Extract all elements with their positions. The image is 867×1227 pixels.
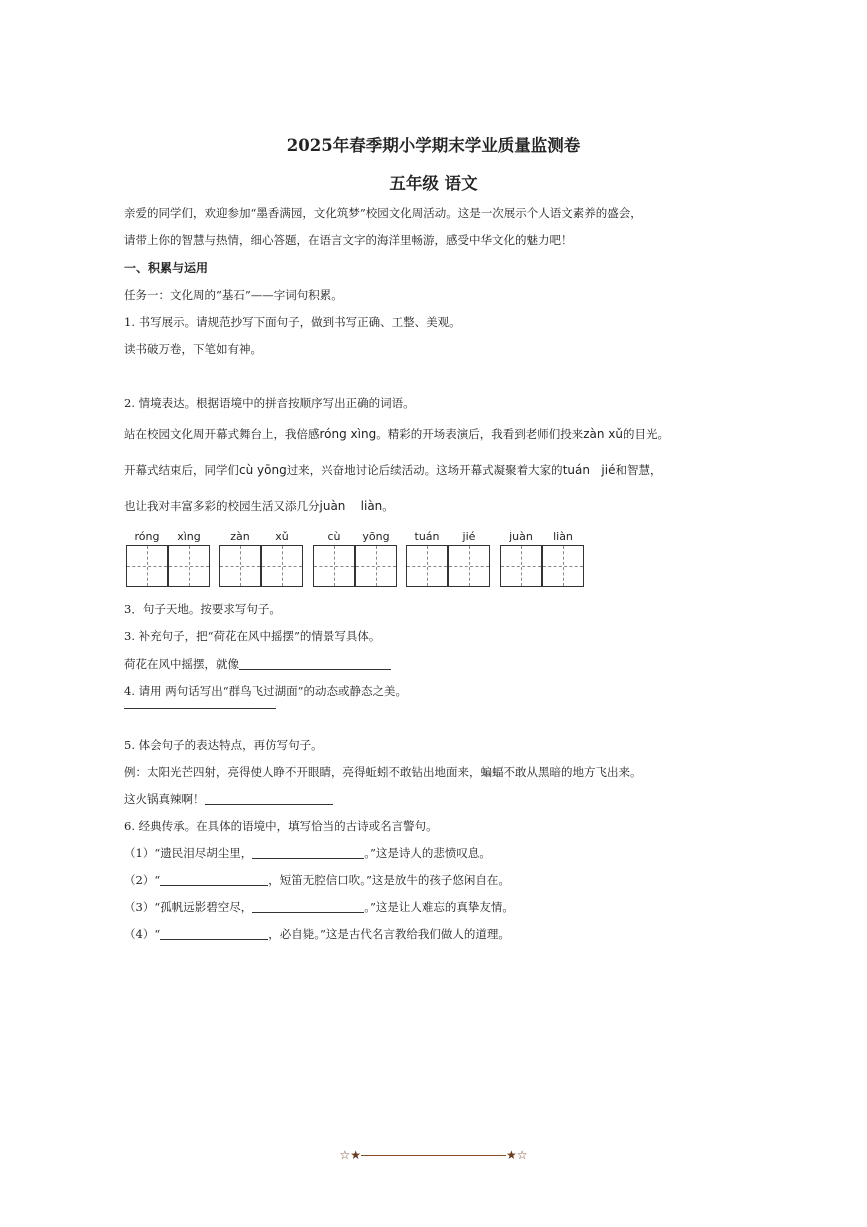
writing-cell[interactable] bbox=[542, 545, 584, 587]
intro-line-1: 亲爱的同学们，欢迎参加“墨香满园，文化筑梦”校园文化周活动。这是一次展示个人语文素养的盛会， bbox=[124, 206, 642, 220]
footer-divider bbox=[361, 1155, 506, 1156]
question-1: 1. 书写展示。请规范抄写下面句子，做到书写正确、工整、美观。 bbox=[124, 315, 461, 329]
section-heading: 一、积累与运用 bbox=[124, 261, 209, 275]
writing-cell[interactable] bbox=[261, 545, 303, 587]
answer-blank[interactable] bbox=[160, 873, 268, 886]
writing-cell[interactable] bbox=[448, 545, 490, 587]
pinyin-juanlian: juàn liàn bbox=[319, 499, 383, 513]
question-5-example: 例：太阳光芒四射，亮得使人睁不开眼睛，亮得蚯蚓不敢钻出地面来，蝙蝠不敢从黑暗的地方飞出来。 bbox=[124, 765, 642, 779]
answer-blank[interactable] bbox=[252, 846, 364, 859]
question-5: 5. 体会句子的表达特点，再仿写句子。 bbox=[124, 738, 323, 752]
question-4: 4. 请用 两句话写出“群鸟飞过湖面”的动态或静态之美。 bbox=[124, 684, 408, 698]
question-6-item-2: （2）“ ，短笛无腔信口吹。”这是放牛的孩子悠闲自在。 bbox=[124, 873, 510, 887]
writing-cell[interactable] bbox=[168, 545, 210, 587]
answer-blank[interactable] bbox=[252, 900, 364, 913]
writing-cell[interactable] bbox=[406, 545, 448, 587]
question-6: 6. 经典传承。在具体的语境中，填写恰当的古诗或名言警句。 bbox=[124, 819, 438, 833]
star-icon: ★☆ bbox=[506, 1148, 528, 1162]
writing-cell[interactable] bbox=[219, 545, 261, 587]
answer-blank[interactable] bbox=[160, 927, 268, 940]
question-2: 2. 情境表达。根据语境中的拼音按顺序写出正确的词语。 bbox=[124, 396, 415, 410]
exam-title: 2025年春季期小学期末学业质量监测卷 bbox=[286, 136, 581, 155]
question-2-paragraph-1: 站在校园文化周开幕式舞台上，我倍感róng xìng。精彩的开场表演后，我看到老师们投来zàn xǔ的目光。 bbox=[124, 427, 669, 441]
writing-grid-4: tuán jié bbox=[406, 530, 490, 588]
question-6-item-3: （3）“孤帆远影碧空尽， 。”这是让人难忘的真挚友情。 bbox=[124, 900, 514, 914]
task-heading: 任务一：文化周的“基石”——字词句积累。 bbox=[124, 288, 343, 302]
page-footer bbox=[0, 1148, 867, 1162]
writing-cell[interactable] bbox=[500, 545, 542, 587]
answer-blank[interactable] bbox=[124, 708, 276, 709]
writing-cell[interactable] bbox=[126, 545, 168, 587]
pinyin-rongxing: róng xìng bbox=[319, 427, 377, 441]
question-1-sentence: 读书破万卷，下笔如有神。 bbox=[124, 342, 262, 356]
answer-blank[interactable] bbox=[205, 792, 333, 805]
exam-subtitle: 五年级 语文 bbox=[389, 174, 478, 193]
question-3: 3．句子天地。按要求写句子。 bbox=[124, 602, 281, 616]
answer-blank[interactable] bbox=[239, 657, 391, 670]
writing-grid-5: juàn liàn bbox=[500, 530, 584, 588]
question-6-item-4: （4）“ ，必自毙。”这是古代名言教给我们做人的道理。 bbox=[124, 927, 510, 941]
pinyin-cuyong: cù yōng bbox=[239, 463, 287, 477]
writing-grid-1: róng xìng bbox=[126, 530, 210, 588]
pinyin-zanxu: zàn xǔ bbox=[583, 427, 623, 441]
question-3a: 3. 补充句子，把“荷花在风中摇摆”的情景写具体。 bbox=[124, 629, 381, 643]
writing-cell[interactable] bbox=[313, 545, 355, 587]
writing-cell[interactable] bbox=[355, 545, 397, 587]
question-2-paragraph-2: 开幕式结束后，同学们cù yōng过来，兴奋地讨论后续活动。这场开幕式凝聚着大家的tuán jié和智慧， bbox=[124, 463, 662, 477]
writing-grid-2: zàn xǔ bbox=[219, 530, 303, 588]
question-3a-answer: 荷花在风中摇摆，就像 bbox=[124, 656, 391, 672]
pinyin-tuanjie: tuán jié bbox=[562, 463, 616, 477]
intro-line-2: 请带上你的智慧与热情，细心答题，在语言文字的海洋里畅游，感受中华文化的魅力吧！ bbox=[124, 233, 573, 247]
question-5-answer: 这火锅真辣啊！ bbox=[124, 791, 333, 807]
question-2-paragraph-3: 也让我对丰富多彩的校园生活又添几分juàn liàn。 bbox=[124, 499, 394, 513]
question-6-item-1: （1）“遗民泪尽胡尘里， 。”这是诗人的悲愤叹息。 bbox=[124, 846, 491, 860]
star-icon: ☆★ bbox=[339, 1148, 361, 1162]
writing-grid-3: cù yōng bbox=[313, 530, 397, 588]
